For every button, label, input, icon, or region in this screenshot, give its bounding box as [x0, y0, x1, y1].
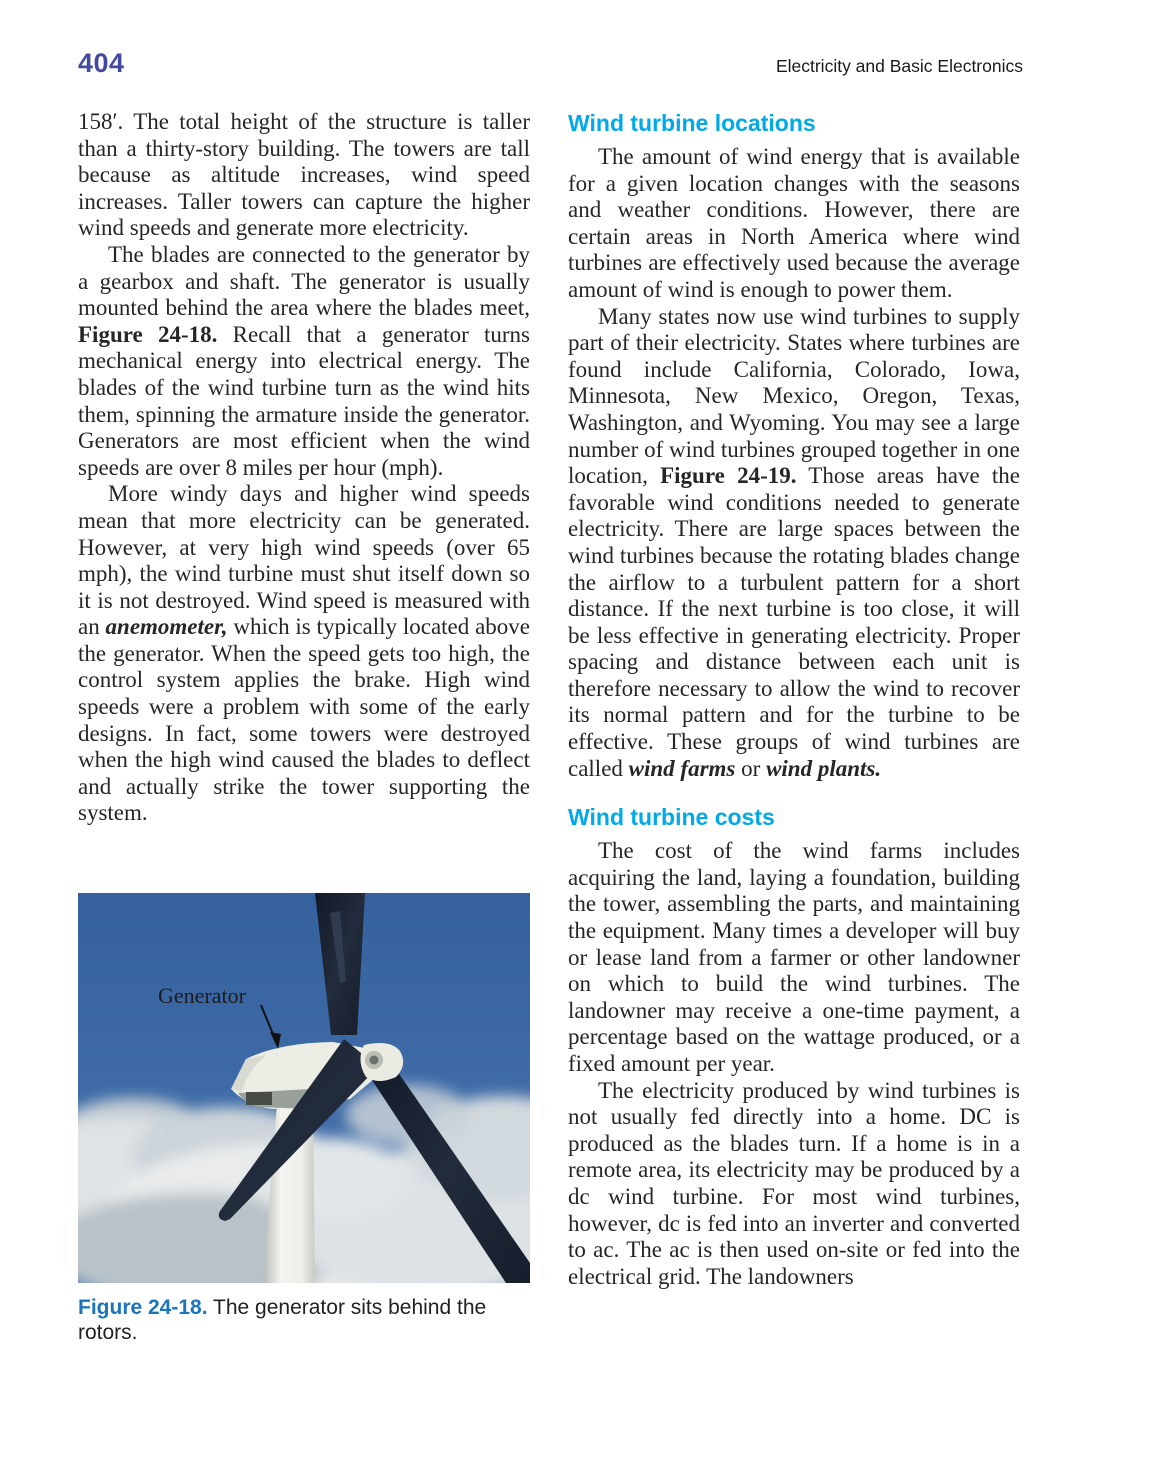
paragraph: 158′. The total height of the structure is taller than a thirty-story building. The towers are tall because as altitude increases, wind speed increases. Taller towers can capture the higher wind speeds and generate more electricity.	[78, 109, 530, 241]
paragraph: Many states now use wind turbines to supply part of their electricity. States where turbines are found include California, Colorado, Iowa, Minnesota, New Mexico, Oregon, Texas, Washington, and Wyoming. You may see a large number of wind turbines grouped together in one location, Figure 24-19. Those areas have the favorable wind conditions needed to generate electricity. There are large spaces between the wind turbines because the rotating blades change the airflow to a turbulent pattern for a short distance. If the next turbine is too close, it will be less effective in generating electricity. Proper spacing and distance between each unit is therefore necessary to allow the wind to recover its normal pattern and for the turbine to be effective. These groups of wind turbines are called wind farms or wind plants.	[568, 303, 1020, 781]
figure-caption-text: The generator sits behind the rotors.	[78, 1296, 487, 1345]
figure-24-18	[78, 893, 530, 1345]
running-header: Electricity and Basic Electronics	[775, 56, 1023, 76]
paragraph: The amount of wind energy that is available for a given location changes with the seasons and weather conditions. However, there are certain areas in North America where wind turbines are effectively used because the average amount of wind is enough to power them.	[568, 144, 1020, 302]
hub	[360, 1043, 403, 1081]
page-header	[78, 48, 1023, 79]
figure-caption-number: Figure 24-18.	[78, 1296, 208, 1320]
page-number: 404	[78, 48, 125, 78]
generator-label: Generator	[158, 983, 246, 1009]
paragraph: More windy days and higher wind speeds mean that more electricity can be generated. However, at very high wind speeds (over 65 mph), the wind turbine must shut itself down so it is not destroyed. Wind speed is measured with an anemometer, which is typically located above the generator. When the speed gets too high, the control system applies the brake. High wind speeds were a problem with some of the early designs. In fact, some towers were destroyed when the high wind caused the blades to deflect and actually strike the tower supporting the system.	[78, 481, 530, 826]
wind-turbine-photo	[78, 893, 530, 1283]
paragraph: The cost of the wind farms includes acquiring the land, laying a foundation, building the tower, assembling the parts, and maintaining the equipment. Many times a developer will buy or lease land from a farmer or other landowner on which to build the wind turbines. The landowner may receive a one-time payment, a percentage based on the wattage produced, or a fixed amount per year.	[568, 838, 1020, 1076]
two-column-layout	[78, 109, 1023, 1345]
figure-caption	[78, 1295, 530, 1345]
section-heading-wind-turbine-costs: Wind turbine costs	[568, 804, 775, 831]
section-heading-wind-turbine-locations: Wind turbine locations	[568, 110, 816, 136]
wind-turbine-illustration	[78, 893, 530, 1283]
paragraph: The blades are connected to the generator by a gearbox and shaft. The generator is usually mounted behind the area where the blades meet, Figure 24-18. Recall that a generator turns mechanical energy into electrical energy. The blades of the wind turbine turn as the wind hits them, spinning the armature inside the generator. Generators are most efficient when the wind speeds are over 8 miles per hour (mph).	[78, 241, 530, 480]
paragraph: The electricity produced by wind turbines is not usually fed directly into a home. DC is produced as the blades turn. If a home is in a remote area, its electricity may be produced by a dc wind turbine. For most wind turbines, however, dc is fed into an inverter and converted to ac. The ac is then used on-site or fed into the electrical grid. The landowners	[568, 1077, 1020, 1289]
right-column	[568, 109, 1020, 1345]
left-column	[78, 109, 530, 1345]
